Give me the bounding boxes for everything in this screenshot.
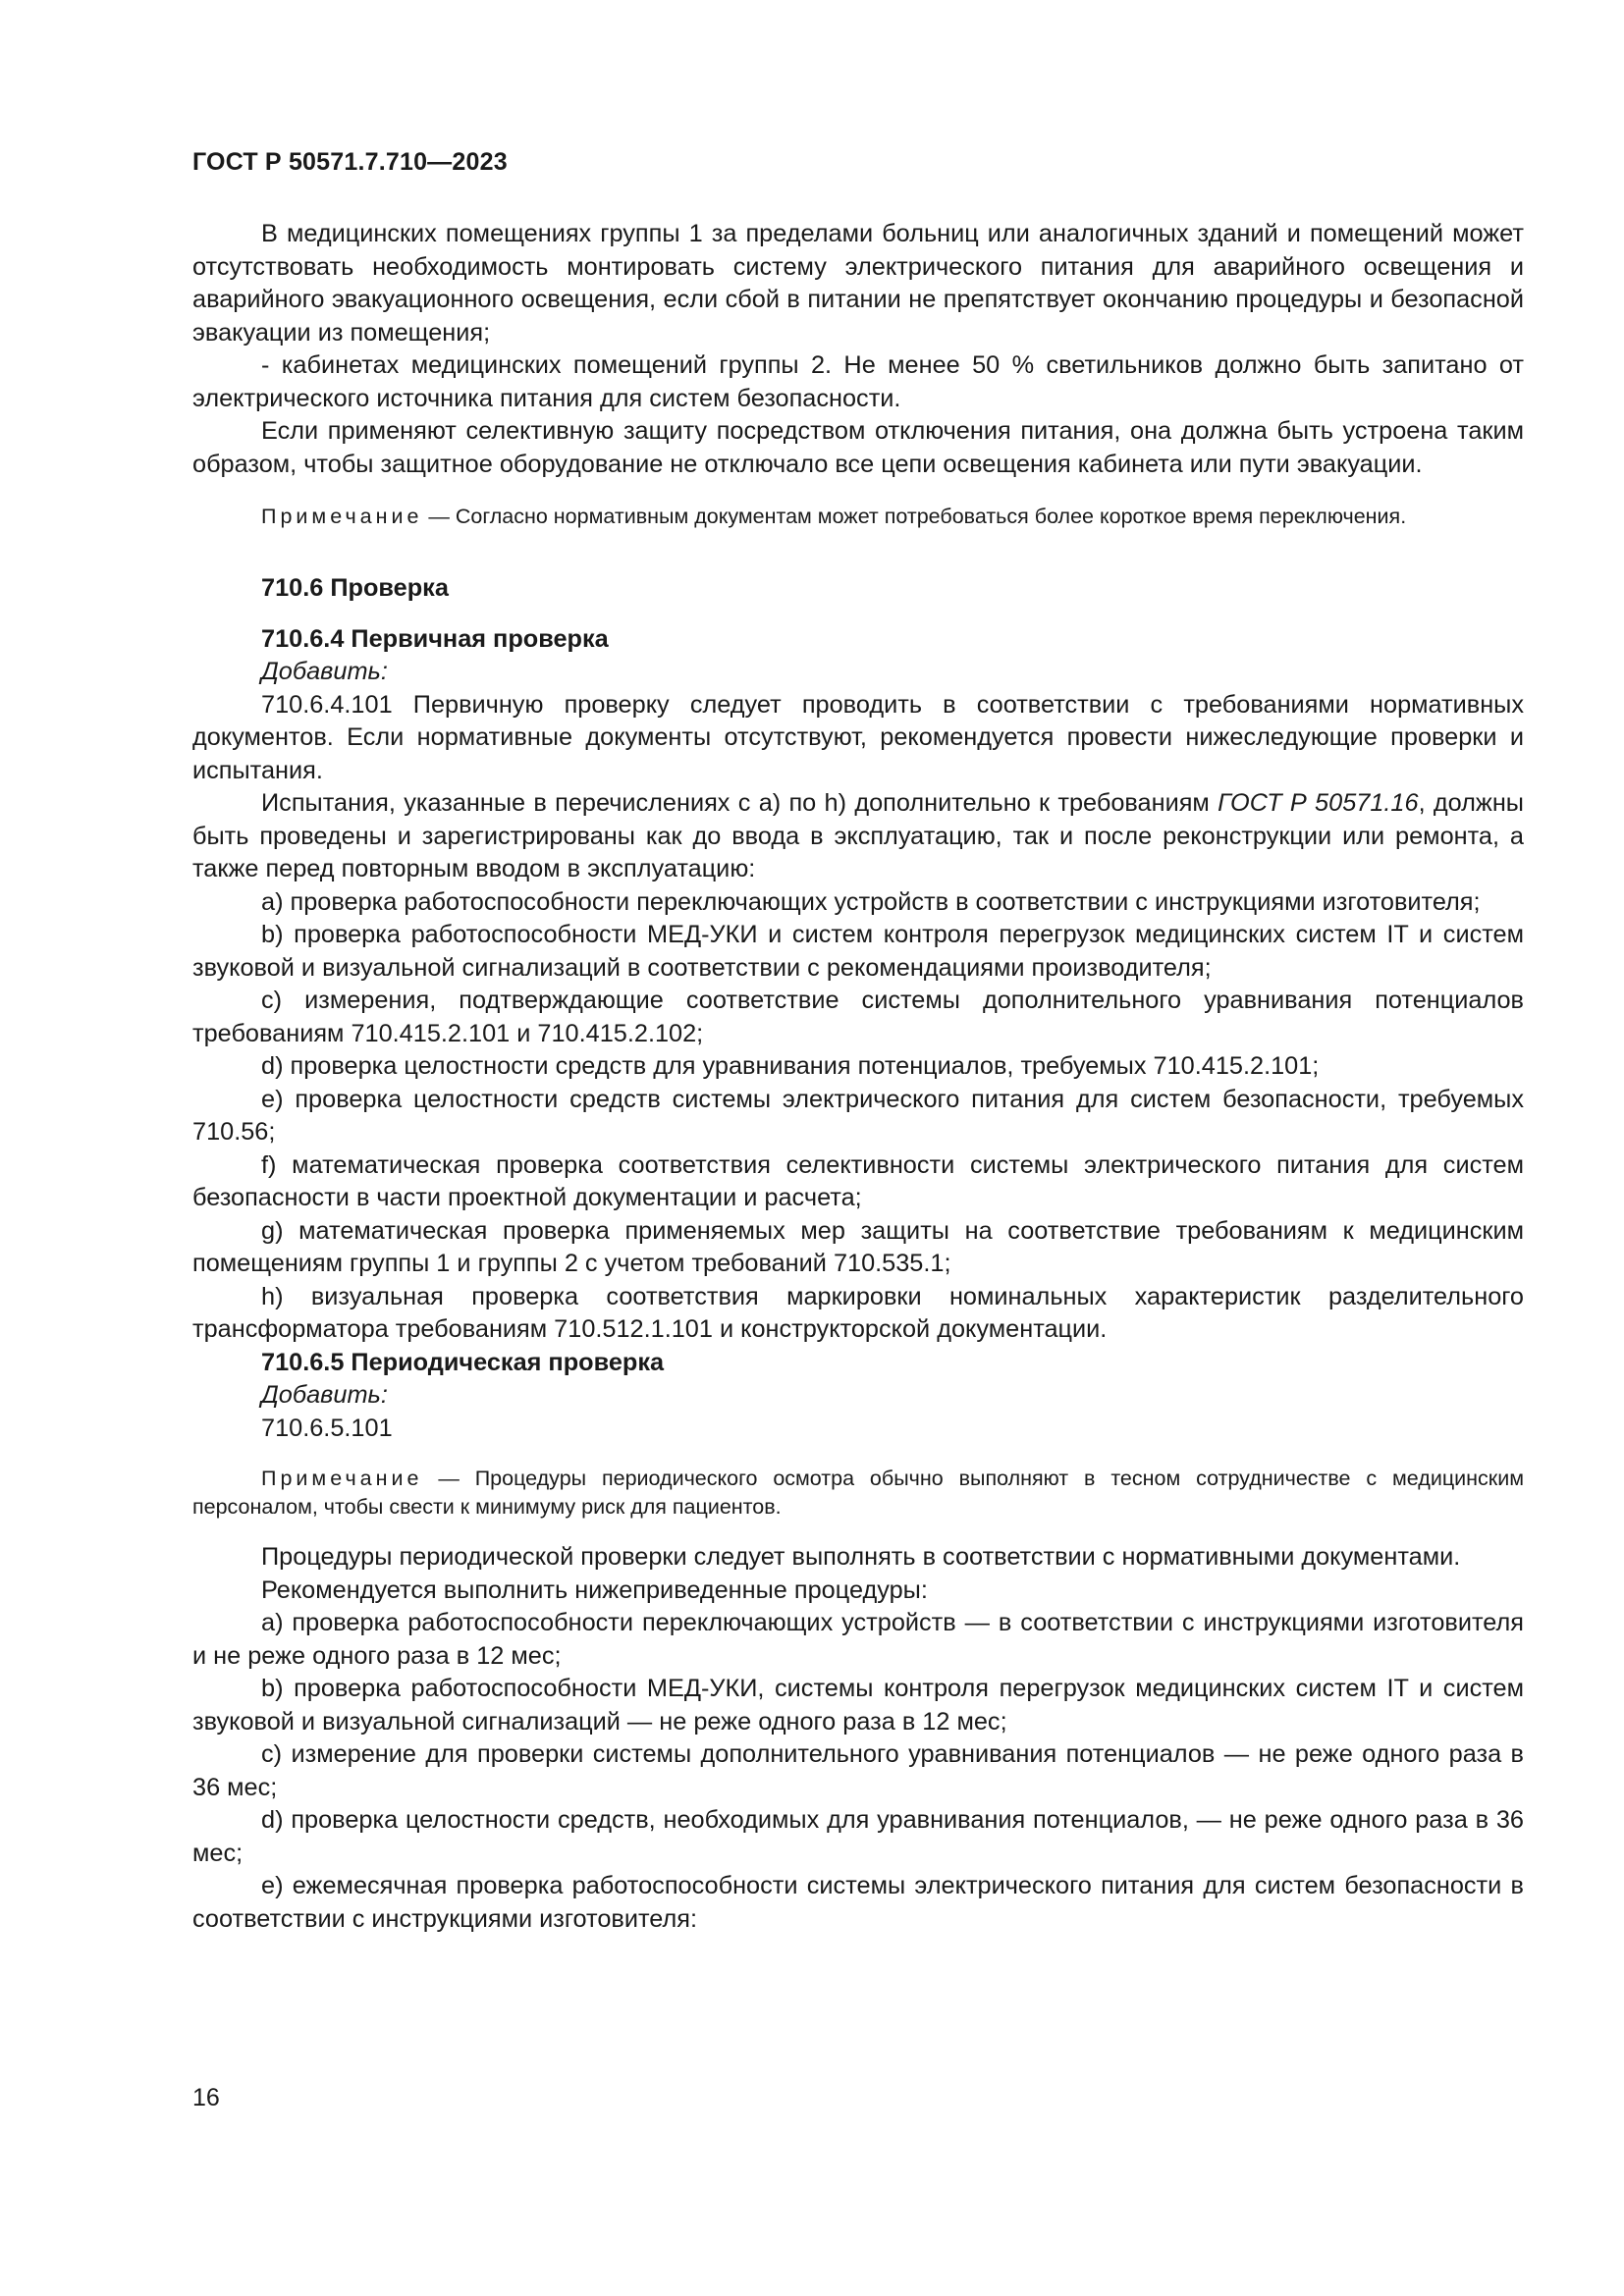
document-page <box>192 147 1524 1936</box>
document-header: ГОСТ Р 50571.7.710—2023 <box>192 148 508 176</box>
add-label: Добавить: <box>261 1381 388 1409</box>
subsection-heading: 710.6.5 Периодическая проверка <box>261 1348 665 1376</box>
note-label: Примечание <box>261 505 423 528</box>
add-label: Добавить: <box>261 658 388 685</box>
list-item: e) ежемесячная проверка работоспособности системы электрического питания для систем безопасности в соответствии с инструкциями изготовителя: <box>192 1872 1524 1933</box>
list-item: c) измерение для проверки системы дополнительного уравнивания потенциалов — не реже одного раза в 36 мес; <box>192 1740 1524 1801</box>
standard-reference: ГОСТ Р 50571.16 <box>1218 789 1419 817</box>
paragraph: 710.6.5.101 <box>261 1414 393 1442</box>
paragraph: 710.6.4.101 Первичную проверку следует проводить в соответствии с требованиями нормативных документов. Если нормативные документы отсутствуют, рекомендуется провести нижеследующие проверки и испытания. <box>192 690 1524 784</box>
list-item: c) измерения, подтверждающие соответствие системы дополнительного уравнивания потенциалов требованиям 710.415.2.101 и 710.415.2.102; <box>192 987 1524 1047</box>
list-item: b) проверка работоспособности МЕД-УКИ и систем контроля перегрузок медицинских систем IT и систем звуковой и визуальной сигнализаций в соответствии с рекомендациями производителя; <box>192 921 1524 982</box>
list-item: f) математическая проверка соответствия селективности системы электрического питания для систем безопасности в части проектной документации и расчета; <box>192 1150 1524 1211</box>
paragraph: Испытания, указанные в перечислениях с а) по h) дополнительно к требованиям ГОСТ Р 50571.16, должны быть проведены и зарегистрированы как до ввода в эксплуатацию, так и после реконструкции или ремонта, а также перед повторным вводом в эксплуатацию: <box>192 789 1524 882</box>
list-item: b) проверка работоспособности МЕД-УКИ, системы контроля перегрузок медицинских систем IT и систем звуковой и визуальной сигнализаций — не реже одного раза в 12 мес; <box>192 1675 1524 1735</box>
section-heading: 710.6 Проверка <box>261 574 449 602</box>
note <box>192 503 1524 531</box>
list-item: а) проверка работоспособности переключающих устройств в соответствии с инструкциями изготовителя; <box>261 887 1481 916</box>
list-item: g) математическая проверка применяемых мер защиты на соответствие требованиям к медицинским помещениям группы 1 и группы 2 с учетом требований 710.535.1; <box>192 1216 1524 1277</box>
note-text: — Процедуры периодического осмотра обычно выполняют в тесном сотрудничестве с медицинским персоналом, чтобы свести к минимуму риск для пациентов. <box>192 1467 1524 1519</box>
paragraph: Если применяют селективную защиту посредством отключения питания, она должна быть устроена таким образом, чтобы защитное оборудование не отключало все цепи освещения кабинета или пути эвакуации. <box>192 417 1524 478</box>
note-text: — Согласно нормативным документам может потребоваться более короткое время переключения. <box>422 505 1407 528</box>
list-item: а) проверка работоспособности переключающих устройств — в соответствии с инструкциями изготовителя и не реже одного раза в 12 мес; <box>192 1609 1524 1670</box>
list-item: h) визуальная проверка соответствия маркировки номинальных характеристик разделительного трансформатора требованиям 710.512.1.101 и конструкторской документации. <box>192 1282 1524 1343</box>
list-item: d) проверка целостности средств для уравнивания потенциалов, требуемых 710.415.2.101; <box>261 1052 1320 1080</box>
paragraph: Процедуры периодической проверки следует выполнять в соответствии с нормативными документами. <box>261 1543 1461 1571</box>
note <box>192 1465 1524 1522</box>
paragraph: - кабинетах медицинских помещений группы 2. Не менее 50 % светильников должно быть запитано от электрического источника питания для систем безопасности. <box>192 351 1524 412</box>
note-label: Примечание <box>261 1467 423 1490</box>
paragraph: В медицинских помещениях группы 1 за пределами больниц или аналогичных зданий и помещений может отсутствовать необходимость монтировать систему электрического питания для аварийного освещения и аварийного эвакуационного освещения, если сбой в питании не препятствует окончанию процедуры и безопасной эвакуации из помещения; <box>192 220 1524 347</box>
paragraph: Рекомендуется выполнить нижеприведенные процедуры: <box>261 1575 928 1604</box>
list-item: d) проверка целостности средств, необходимых для уравнивания потенциалов, — не реже одного раза в 36 мес; <box>192 1806 1524 1867</box>
page-number: 16 <box>192 2084 220 2111</box>
list-item: e) проверка целостности средств системы электрического питания для систем безопасности, требуемых 710.56; <box>192 1085 1524 1146</box>
subsection-heading: 710.6.4 Первичная проверка <box>261 624 609 653</box>
